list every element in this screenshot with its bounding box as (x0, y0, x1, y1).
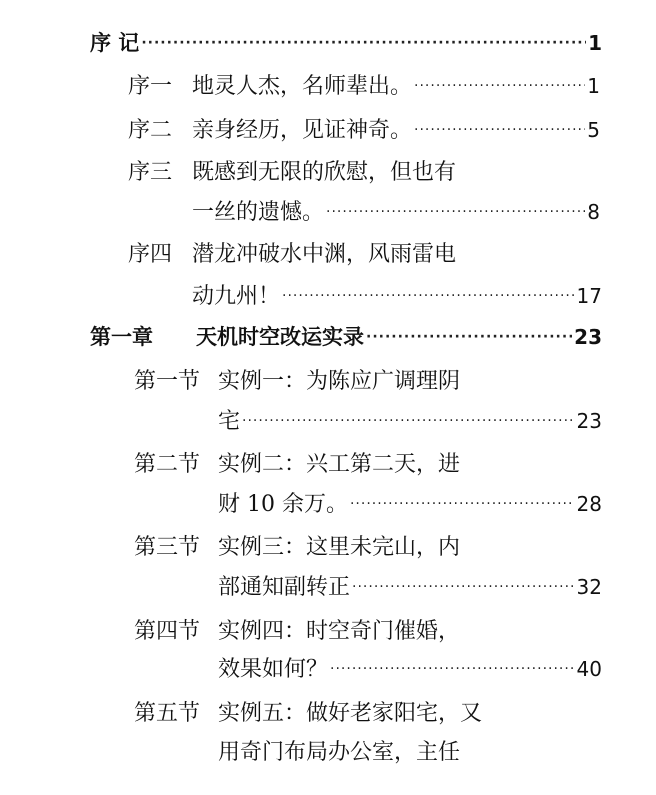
toc-page-number: 8 (587, 200, 600, 224)
toc-page-number: 32 (576, 575, 602, 599)
leader-dots (242, 414, 575, 428)
toc-title: 宅 (218, 409, 241, 434)
leader-dots (282, 289, 575, 303)
toc-page-number: 23 (574, 325, 602, 349)
toc-title: 实例一：为陈应广调理阴 (218, 369, 461, 394)
toc-entry[interactable] (128, 158, 600, 188)
toc-title: 既感到无限的欣慰，但也有 (192, 160, 457, 185)
toc-entry[interactable] (134, 699, 602, 729)
toc-entry[interactable] (128, 240, 600, 270)
toc-entry[interactable] (128, 115, 600, 145)
toc-title: 天机时空改运实录 (196, 325, 364, 349)
toc-entry-continuation[interactable] (218, 738, 602, 768)
toc-title: 效果如何？ (218, 657, 329, 682)
leader-dots (352, 580, 575, 594)
toc-label: 第四节 (134, 619, 201, 644)
toc-entry-continuation[interactable] (218, 489, 602, 519)
toc-entry-continuation[interactable] (218, 406, 602, 436)
toc-page-number: 17 (576, 284, 602, 308)
leader-dots (366, 330, 572, 344)
toc-entry[interactable] (134, 367, 602, 397)
toc-title: 一丝的遗憾。 (192, 200, 325, 225)
toc-label: 序四 (128, 242, 173, 267)
toc-label: 序二 (128, 118, 173, 143)
toc-title: 亲身经历，见证神奇。 (192, 118, 413, 143)
toc-page-number: 28 (576, 492, 602, 516)
toc-label: 第三节 (134, 535, 201, 560)
toc-entry-chapter-1[interactable] (90, 322, 602, 352)
toc-title: 地灵人杰，名师辈出。 (192, 74, 413, 99)
toc-label: 第一节 (134, 369, 201, 394)
toc-label: 序 记 (90, 31, 140, 55)
toc-label: 第一章 (90, 325, 153, 349)
toc-title: 潜龙冲破水中渊，风雨雷电 (192, 242, 457, 267)
toc-title: 实例五：做好老家阳宅，又 (218, 701, 483, 726)
leader-dots (414, 79, 585, 93)
leader-dots (330, 662, 575, 676)
toc-entry-continuation[interactable] (192, 281, 602, 311)
toc-page-number: 5 (587, 118, 600, 142)
toc-entry[interactable] (134, 450, 602, 480)
toc-label: 第二节 (134, 452, 201, 477)
toc-title: 动九州！ (192, 284, 281, 309)
toc-title: 财 10 余万。 (218, 492, 348, 517)
toc-entry-continuation[interactable] (192, 197, 600, 227)
toc-entry[interactable] (128, 71, 600, 101)
toc-page-number: 1 (588, 31, 602, 55)
toc-entry[interactable] (134, 617, 602, 647)
toc-label: 序一 (128, 74, 173, 99)
toc-label: 第五节 (134, 701, 201, 726)
toc-title: 实例三：这里未完山，内 (218, 535, 461, 560)
toc-page-number: 23 (576, 409, 602, 433)
toc-entry-continuation[interactable] (218, 572, 602, 602)
toc-title: 用奇门布局办公室，主任 (218, 740, 461, 765)
leader-dots (141, 36, 586, 50)
toc-entry[interactable] (134, 533, 602, 563)
toc-label: 序三 (128, 160, 173, 185)
toc-title: 实例四：时空奇门催婚， (218, 619, 461, 644)
toc-title: 实例二：兴工第二天，进 (218, 452, 461, 477)
toc-title: 部通知副转正 (218, 575, 351, 600)
toc-page-number: 40 (576, 657, 602, 681)
leader-dots (414, 123, 585, 137)
toc-page-number: 1 (587, 74, 600, 98)
leader-dots (326, 205, 585, 219)
toc-entry-preface[interactable] (90, 28, 602, 58)
leader-dots (350, 497, 575, 511)
toc-entry-continuation[interactable] (218, 654, 602, 684)
